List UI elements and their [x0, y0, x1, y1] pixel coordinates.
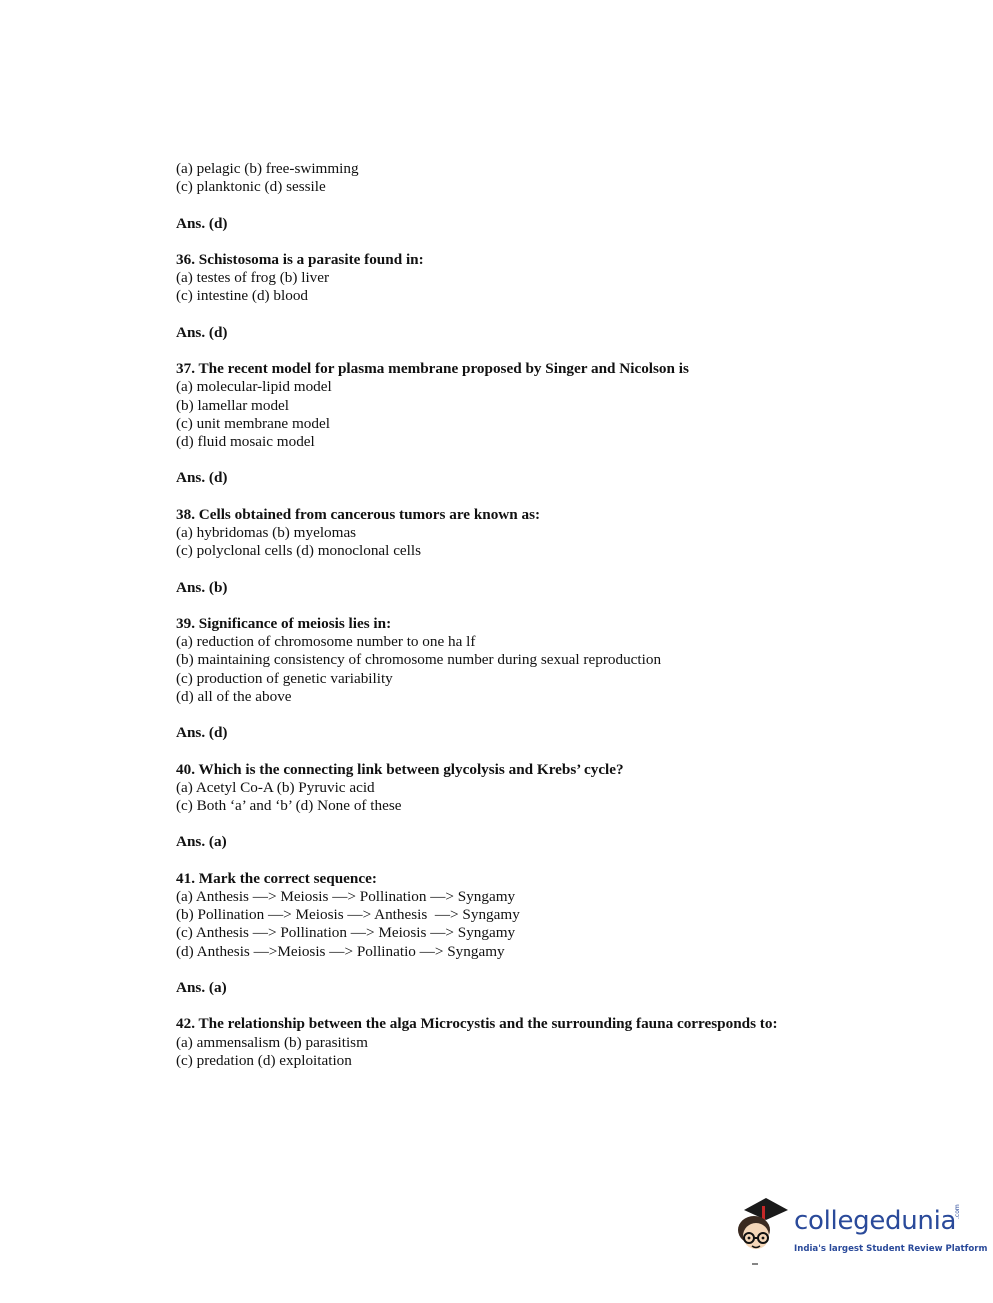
question-text: 38. Cells obtained from cancerous tumors are known as:: [176, 505, 541, 523]
question-block: [176, 615, 896, 706]
option-line: (c) Anthesis —> Pollination —> Meiosis —> Syngamy: [176, 924, 516, 942]
option-line: (a) reduction of chromosome number to one ha lf: [176, 633, 476, 651]
option-line: (b) Pollination —> Meiosis —> Anthesis —> Syngamy: [176, 906, 520, 924]
option-line: (c) production of genetic variability: [176, 669, 393, 687]
question-block: [176, 251, 896, 306]
answer-line: Ans. (a): [176, 833, 227, 851]
answer-line: Ans. (b): [176, 578, 228, 596]
logo-com: .com: [954, 1204, 961, 1219]
option-line: (a) testes of frog (b) liver: [176, 269, 330, 287]
option-line: (b) maintaining consistency of chromosome number during sexual reproduction: [176, 651, 662, 669]
option-line: (a) molecular-lipid model: [176, 378, 332, 396]
question-text: 37. The recent model for plasma membrane proposed by Singer and Nicolson is: [176, 360, 689, 378]
question-block: [176, 1015, 896, 1070]
answer-line: Ans. (d): [176, 469, 228, 487]
answer-line: Ans. (d): [176, 214, 228, 232]
option-line: (a) Acetyl Co-A (b) Pyruvic acid: [176, 778, 375, 796]
question-text: 41. Mark the correct sequence:: [176, 869, 377, 887]
question-text: 42. The relationship between the alga Microcystis and the surrounding fauna corresponds to:: [176, 1015, 778, 1033]
question-block: [176, 506, 896, 561]
option-line: (c) predation (d) exploitation: [176, 1051, 352, 1069]
option-line: (c) Both ‘a’ and ‘b’ (d) None of these: [176, 796, 402, 814]
answer-line: Ans. (a): [176, 978, 227, 996]
option-line: (b) lamellar model: [176, 396, 290, 414]
logo-brand: collegedunia: [794, 1206, 957, 1236]
answer-line: Ans. (d): [176, 323, 228, 341]
question-block: [176, 761, 896, 816]
option-line: (d) all of the above: [176, 687, 292, 705]
option-line: (d) Anthesis —>Meiosis —> Pollinatio —> Syngamy: [176, 942, 505, 960]
mascot-icon: [732, 1196, 794, 1270]
question-text: 36. Schistosoma is a parasite found in:: [176, 250, 424, 268]
intro-options: [176, 160, 896, 196]
question-text: 39. Significance of meiosis lies in:: [176, 614, 392, 632]
question-block: [176, 870, 896, 961]
option-line: (a) Anthesis —> Meiosis —> Pollination —> Syngamy: [176, 887, 516, 905]
option-line: (c) polyclonal cells (d) monoclonal cells: [176, 542, 422, 560]
option-line: (a) ammensalism (b) parasitism: [176, 1033, 368, 1051]
option-line: (a) pelagic (b) free-swimming: [176, 160, 359, 177]
answer-line: Ans. (d): [176, 724, 228, 742]
logo-tagline: India's largest Student Review Platform: [794, 1244, 988, 1254]
option-line: (c) unit membrane model: [176, 414, 330, 432]
collegedunia-logo: [732, 1196, 988, 1270]
question-block: [176, 360, 896, 451]
option-line: (c) intestine (d) blood: [176, 287, 309, 305]
option-line: (a) hybridomas (b) myelomas: [176, 523, 357, 541]
option-line: (c) planktonic (d) sessile: [176, 178, 326, 196]
document-body: [176, 160, 896, 1070]
question-text: 40. Which is the connecting link between glycolysis and Krebs’ cycle?: [176, 760, 624, 778]
option-line: (d) fluid mosaic model: [176, 432, 315, 450]
